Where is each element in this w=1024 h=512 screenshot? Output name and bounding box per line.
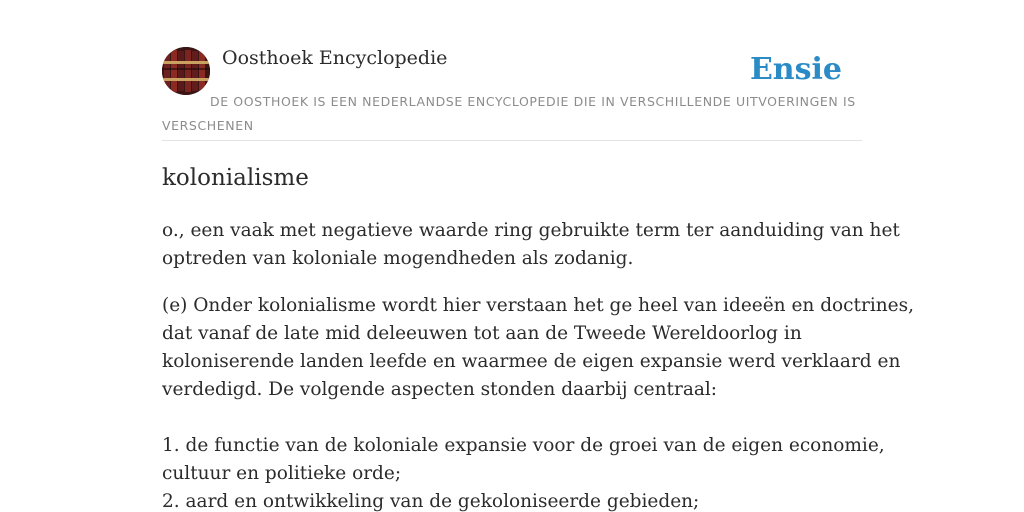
site-header <box>162 46 862 141</box>
site-title[interactable]: Oosthoek Encyclopedie <box>222 47 448 69</box>
text-line: (e) Onder kolonialisme wordt hier verstaan het ge heel van ideeën en doctrines, <box>162 295 914 316</box>
text-line: dat vanaf de late mid deleeuwen tot aan de Tweede Wereldoorlog in <box>162 323 802 344</box>
site-subtitle: DE OOSTHOEK IS EEN NEDERLANDSE ENCYCLOPEDIE DIE IN VERSCHILLENDE UITVOERINGEN IS VERSCHENEN <box>162 94 856 133</box>
text-line: optreden van koloniale mogendheden als zodanig. <box>162 248 634 269</box>
text-line: koloniserende landen leefde en waarmee de eigen expansie werd verklaard en <box>162 351 901 372</box>
list-line: 2. aard en ontwikkeling van de gekoloniseerde gebieden; <box>162 491 700 512</box>
books-icon <box>162 47 210 95</box>
text-line: o., een vaak met negatieve waarde ring gebruikte term ter aanduiding van het <box>162 220 900 241</box>
body-paragraph <box>162 292 914 512</box>
article-title: kolonialisme <box>162 165 309 191</box>
ensie-logo-link[interactable]: Ensie <box>749 52 842 87</box>
list-line: 1. de functie van de koloniale expansie voor de groei van de eigen economie, <box>162 435 885 456</box>
list-line: cultuur en politieke orde; <box>162 463 402 484</box>
text-line: verdedigd. De volgende aspecten stonden daarbij centraal: <box>162 379 718 400</box>
definition-paragraph <box>162 217 900 273</box>
blank-line <box>162 404 862 432</box>
encyclopedia-books-avatar[interactable] <box>162 47 210 95</box>
article <box>162 160 914 512</box>
